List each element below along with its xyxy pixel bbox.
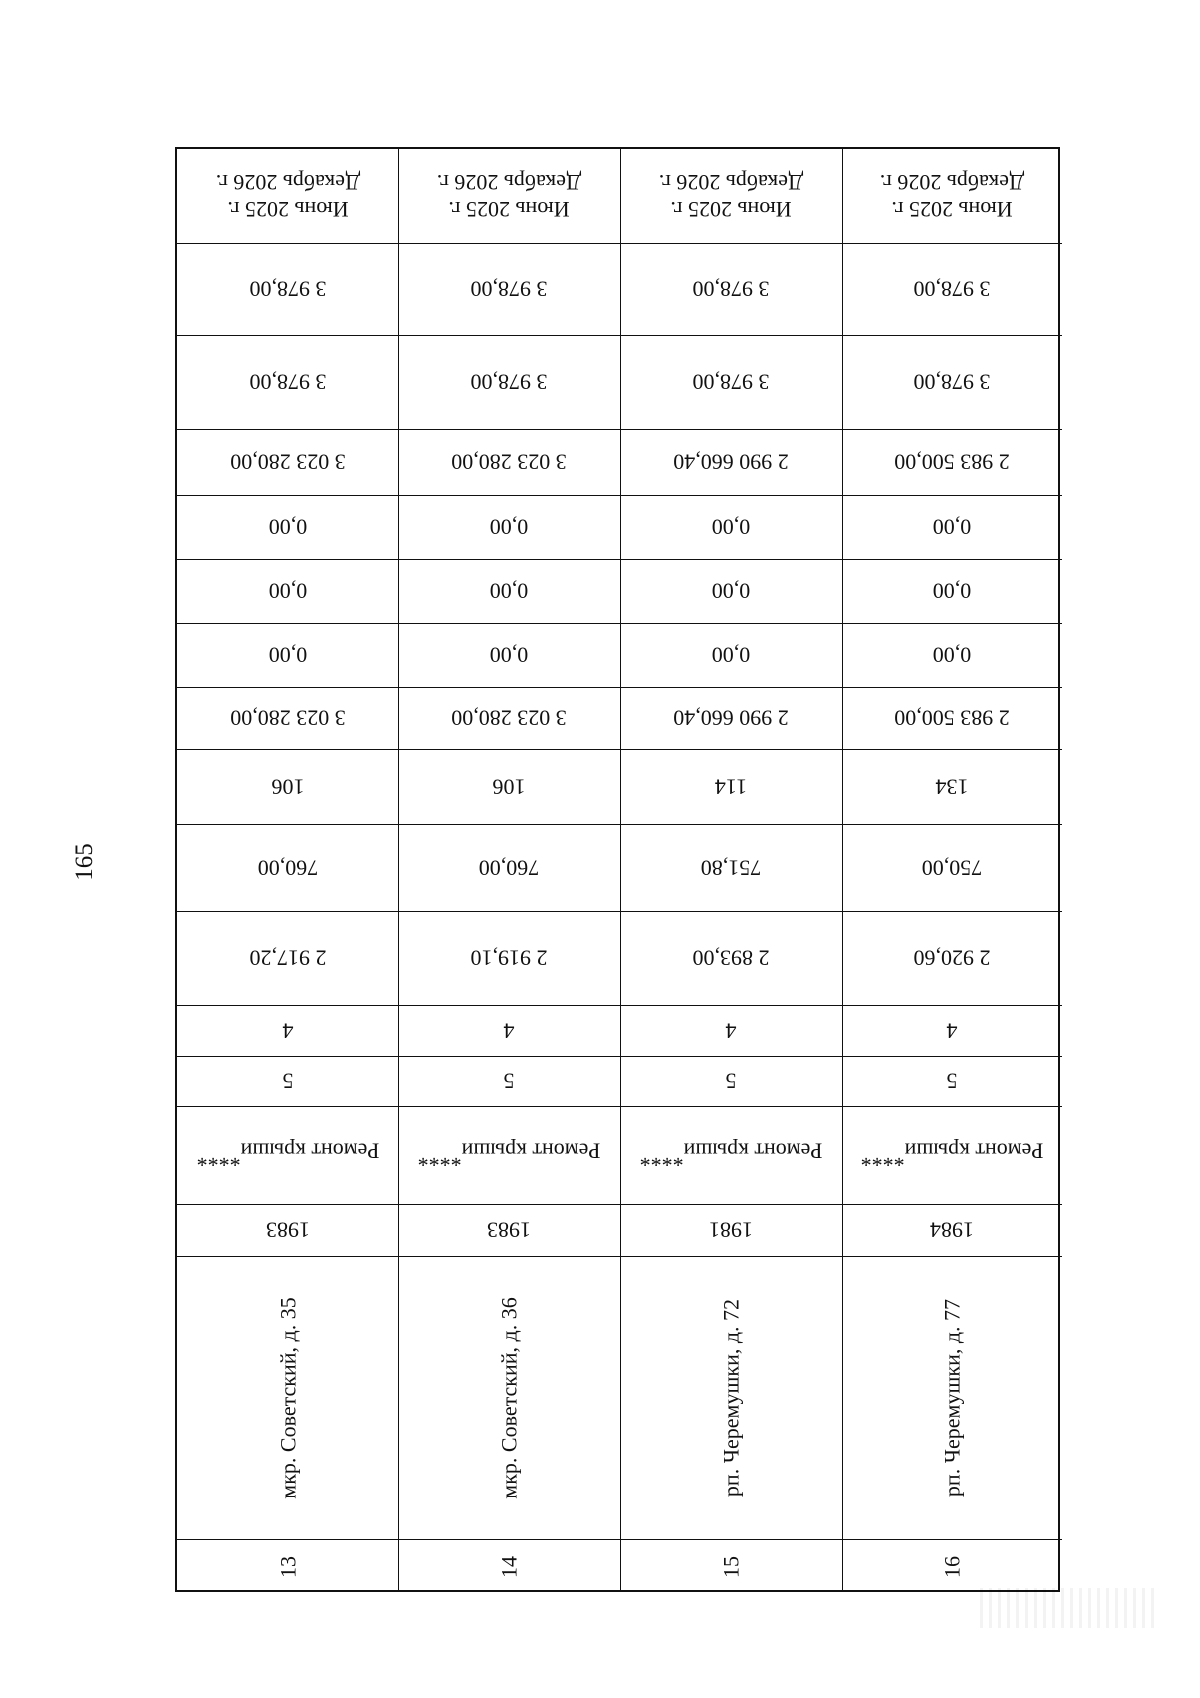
value-5-text: 5 bbox=[725, 1068, 737, 1094]
fund-3-text: 0,00 bbox=[711, 514, 751, 540]
row-divider bbox=[177, 1204, 1062, 1205]
row-divider bbox=[177, 1005, 1062, 1006]
fund-2-text: 0,00 bbox=[268, 578, 307, 604]
column-divider bbox=[398, 149, 399, 1590]
cost-total-text: 2 990 660,40 bbox=[673, 705, 789, 731]
work-type-text: Ремонт крыши bbox=[683, 1138, 823, 1164]
row-number-text: 16 bbox=[939, 1555, 965, 1578]
area-living-text: 751,80 bbox=[700, 855, 762, 880]
residents-text: 106 bbox=[271, 774, 304, 799]
period-start: Июнь 2025 г. bbox=[891, 197, 1013, 222]
address-text: мкр. Советский, д. 35 bbox=[275, 1296, 300, 1499]
address-text: рп. Черемушки, д. 72 bbox=[718, 1298, 744, 1497]
row-divider bbox=[177, 687, 1062, 688]
fund-3-text: 0,00 bbox=[268, 514, 307, 540]
fund-1-text: 0,00 bbox=[711, 642, 751, 668]
period-end: Декабрь 2026 г. bbox=[436, 170, 582, 195]
period-end: Декабрь 2026 г. bbox=[215, 170, 360, 195]
period-start: Июнь 2025 г. bbox=[448, 197, 570, 222]
footnote-mark: **** bbox=[196, 1146, 241, 1172]
fund-1-text: 0,00 bbox=[268, 642, 307, 668]
footnote-mark: **** bbox=[417, 1146, 462, 1172]
row-divider bbox=[177, 623, 1062, 624]
page-number-text: 165 bbox=[71, 843, 98, 881]
fund-owners-text: 3 023 280,00 bbox=[451, 449, 567, 475]
fund-2-text: 0,00 bbox=[489, 578, 529, 604]
residents-text: 134 bbox=[935, 774, 969, 799]
fund-owners-text: 3 023 280,00 bbox=[229, 449, 346, 475]
work-type-text: Ремонт крыши bbox=[904, 1138, 1044, 1164]
value-5-text: 5 bbox=[282, 1068, 293, 1094]
unit-cost-max-text: 3 978,00 bbox=[249, 276, 326, 302]
unit-cost-max-text: 3 978,00 bbox=[692, 276, 770, 302]
fund-3-text: 0,00 bbox=[489, 514, 529, 540]
row-divider bbox=[177, 243, 1062, 244]
row-number-text: 13 bbox=[275, 1555, 300, 1578]
area-total-text: 2 893,00 bbox=[692, 945, 770, 971]
row-number-text: 15 bbox=[718, 1555, 744, 1578]
footnote-mark: **** bbox=[860, 1146, 905, 1172]
fund-1-text: 0,00 bbox=[489, 642, 529, 668]
row-divider bbox=[177, 1056, 1062, 1057]
row-divider bbox=[177, 749, 1062, 750]
area-living-text: 750,00 bbox=[921, 855, 983, 880]
column-divider bbox=[842, 149, 843, 1590]
value-4-text: 4 bbox=[725, 1018, 737, 1043]
unit-cost-max-text: 3 978,00 bbox=[470, 276, 548, 302]
area-total-text: 2 919,10 bbox=[470, 945, 548, 971]
period-start: Июнь 2025 г. bbox=[226, 197, 349, 222]
work-type-text: Ремонт крыши bbox=[240, 1138, 379, 1164]
area-living-text: 760,00 bbox=[478, 855, 540, 880]
address-text: мкр. Советский, д. 36 bbox=[496, 1296, 522, 1499]
row-number-text: 14 bbox=[496, 1555, 522, 1578]
row-divider bbox=[177, 335, 1062, 336]
unit-cost-max-text: 3 978,00 bbox=[913, 276, 991, 302]
period-end: Декабрь 2026 г. bbox=[658, 170, 804, 195]
value-5-text: 5 bbox=[946, 1068, 958, 1094]
year-text: 1983 bbox=[265, 1217, 310, 1243]
fund-3-text: 0,00 bbox=[932, 514, 972, 540]
period-start: Июнь 2025 г. bbox=[670, 197, 792, 222]
fund-2-text: 0,00 bbox=[711, 578, 751, 604]
value-4-text: 4 bbox=[503, 1018, 515, 1043]
fund-owners-text: 2 990 660,40 bbox=[673, 449, 789, 475]
work-type-text: Ремонт крыши bbox=[461, 1138, 601, 1164]
value-4-text: 4 bbox=[946, 1018, 958, 1043]
value-5-text: 5 bbox=[503, 1068, 515, 1094]
cost-total-text: 3 023 280,00 bbox=[451, 705, 567, 731]
year-text: 1983 bbox=[487, 1217, 531, 1243]
column-divider bbox=[620, 149, 621, 1590]
year-text: 1984 bbox=[930, 1217, 974, 1243]
area-total-text: 2 917,20 bbox=[249, 945, 326, 971]
row-divider bbox=[177, 1539, 1062, 1540]
fund-2-text: 0,00 bbox=[932, 578, 972, 604]
area-living-text: 760,00 bbox=[257, 855, 318, 880]
cost-total-text: 3 023 280,00 bbox=[229, 705, 346, 731]
unit-cost-text: 3 978,00 bbox=[249, 369, 326, 395]
period-end: Декабрь 2026 г. bbox=[879, 170, 1025, 195]
row-divider bbox=[177, 824, 1062, 825]
fund-owners-text: 2 983 500,00 bbox=[894, 449, 1010, 475]
row-divider bbox=[177, 429, 1062, 430]
row-divider bbox=[177, 1256, 1062, 1257]
unit-cost-text: 3 978,00 bbox=[692, 369, 770, 395]
residents-text: 114 bbox=[714, 774, 748, 799]
year-text: 1981 bbox=[709, 1217, 753, 1243]
row-divider bbox=[177, 495, 1062, 496]
data-table bbox=[175, 147, 1060, 1592]
scan-artifact bbox=[980, 1588, 1160, 1628]
row-divider bbox=[177, 559, 1062, 560]
area-total-text: 2 920,60 bbox=[913, 945, 991, 971]
unit-cost-text: 3 978,00 bbox=[913, 369, 991, 395]
row-divider bbox=[177, 1106, 1062, 1107]
unit-cost-text: 3 978,00 bbox=[470, 369, 548, 395]
footnote-mark: **** bbox=[639, 1146, 684, 1172]
value-4-text: 4 bbox=[282, 1018, 293, 1043]
address-text: рп. Черемушки, д. 77 bbox=[939, 1298, 965, 1497]
residents-text: 106 bbox=[492, 774, 526, 799]
row-divider bbox=[177, 911, 1062, 912]
cost-total-text: 2 983 500,00 bbox=[894, 705, 1010, 731]
fund-1-text: 0,00 bbox=[932, 642, 972, 668]
